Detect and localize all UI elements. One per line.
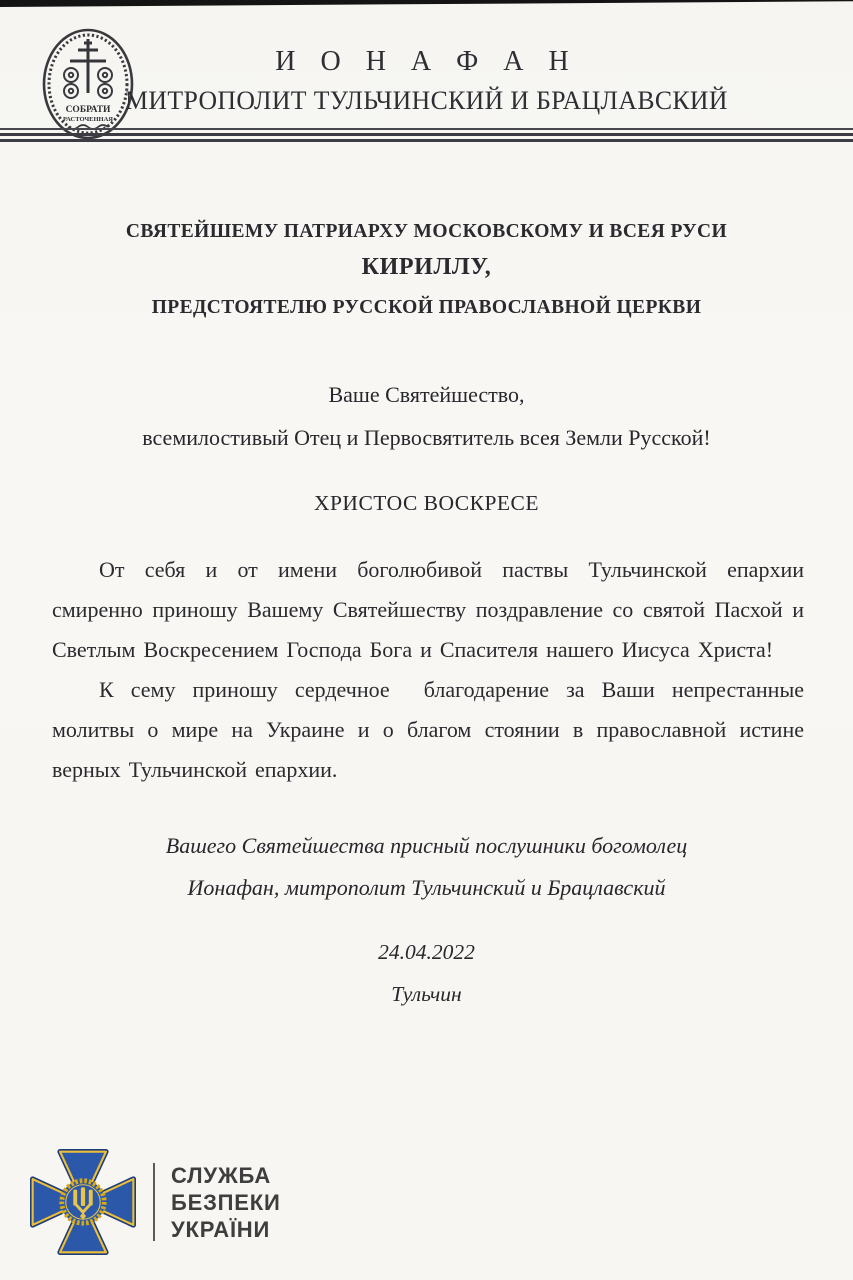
sbu-watermark <box>30 1147 281 1257</box>
signature-block <box>0 833 853 901</box>
letterhead-divider-rule <box>0 128 853 142</box>
letter-place: Тульчин <box>391 982 462 1006</box>
paschal-greeting: ХРИСТОС ВОСКРЕСЕ <box>313 491 540 515</box>
signature-line2: Ионафан, митрополит Тульчинский и Брацлавский <box>187 875 666 900</box>
sbu-org-name <box>171 1162 281 1243</box>
sbu-cross-icon <box>30 1147 136 1257</box>
salutation-line1: Ваше Святейшество, <box>328 382 525 407</box>
seal-motto-line2: РАСТОЧЕННАЯ <box>63 116 113 123</box>
letterhead-name: И О Н А Ф А Н <box>275 46 578 77</box>
salutation-block <box>0 382 853 451</box>
body-paragraph-1: От себя и от имени боголюбивой паствы Тульчинской епархии смиренно приношу Вашему Святейшеству поздравление со святой Пасхой и Светлым Воскресением Господа Бога и Спасителя нашего Иисуса Христа! <box>52 557 812 662</box>
salutation-line2: всемилостивый Отец и Первосвятитель всея Земли Русской! <box>142 425 711 450</box>
dateline-block <box>0 940 853 1007</box>
recipient-line3: ПРЕДСТОЯТЕЛЮ РУССКОЙ ПРАВОСЛАВНОЙ ЦЕРКВИ <box>151 297 702 318</box>
body-paragraph-2: К сему приношу сердечное благодарение за Ваши непрестанные молитвы о мире на Украине и о благом стоянии в православной истине верных Тульчинской епархии. <box>52 677 812 782</box>
sbu-org-line1: СЛУЖБА <box>171 1162 272 1188</box>
recipient-line1: СВЯТЕЙШЕМУ ПАТРИАРХУ МОСКОВСКОМУ И ВСЕЯ РУСИ <box>125 221 728 242</box>
recipient-name: КИРИЛЛУ, <box>361 254 492 280</box>
recipient-block <box>0 221 853 319</box>
letter-body <box>52 550 812 790</box>
letter-date: 24.04.2022 <box>378 940 475 964</box>
sbu-org-line2: БЕЗПЕКИ <box>171 1189 281 1215</box>
letterhead-title: МИТРОПОЛИТ ТУЛЬЧИНСКИЙ И БРАЦЛАВСКИЙ <box>125 85 728 115</box>
seal-motto-line1: СОБРАТИ <box>65 105 111 115</box>
sbu-org-line3: УКРАЇНИ <box>171 1216 271 1242</box>
signature-line1: Вашего Святейшества присный послушники богомолец <box>165 833 688 858</box>
scanner-edge-artifact <box>0 0 853 7</box>
letterhead <box>0 46 853 116</box>
sbu-logo-separator <box>153 1163 155 1241</box>
